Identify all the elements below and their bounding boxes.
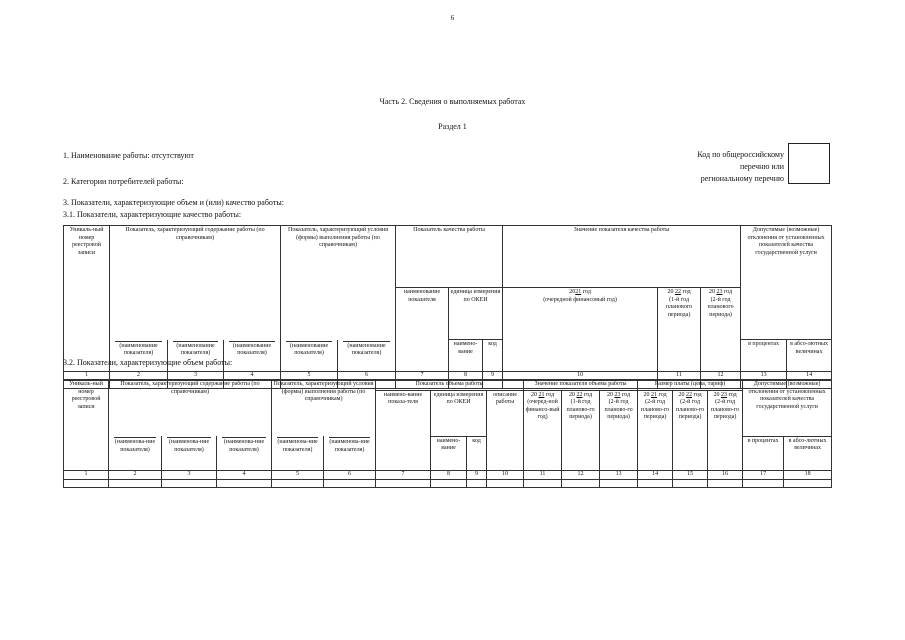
empty-cell bbox=[324, 479, 376, 487]
header-percent: в процентах bbox=[743, 436, 784, 470]
sub-label-5: (наименование показателя) bbox=[338, 340, 396, 372]
unique-cell-spacer bbox=[64, 436, 109, 444]
col-num: 2 bbox=[109, 470, 162, 479]
header-unique-number: Уникаль-ный номер реестровой записи bbox=[64, 226, 110, 340]
header-unique-number: Уникаль-ный номер реестровой записи bbox=[64, 380, 109, 437]
header-unit-okei: единица измерения по ОКЕИ bbox=[431, 390, 487, 436]
header-volume-year-1: 20 21 год (очеред-ной финансо-вый год) bbox=[524, 390, 562, 470]
empty-cell bbox=[708, 479, 743, 487]
header-fee-year-1: 20 21 год (2-й год планово-го периода) bbox=[638, 390, 673, 470]
unique-cell-bottom bbox=[64, 444, 109, 470]
header-volume-year-3: 20 23 год (2-й год планово-го периода) bbox=[600, 390, 638, 470]
col-num: 11 bbox=[524, 470, 562, 479]
empty-cell bbox=[109, 479, 162, 487]
sub-label-4: (наименова-ние показателя) bbox=[272, 436, 324, 470]
header-content-indicator: Показатель, характеризующий содержание работы (по справочникам) bbox=[110, 226, 281, 340]
header-percent: в процентах bbox=[741, 340, 787, 372]
col-num: 3 bbox=[162, 470, 217, 479]
sub-label-2: (наименова-ние показателя) bbox=[162, 436, 217, 470]
col-num: 4 bbox=[217, 470, 272, 479]
sub-label-4: (наименование показателя) bbox=[281, 340, 338, 372]
empty-cell bbox=[217, 479, 272, 487]
header-year-3 bbox=[701, 288, 741, 372]
empty-cell bbox=[600, 479, 638, 487]
year-1-pre: 20 bbox=[569, 289, 576, 295]
year-3-desc: (2-й год планового периода) bbox=[707, 296, 734, 318]
sub-label-3: (наименова-ние показателя) bbox=[217, 436, 272, 470]
header-unit-code: код bbox=[483, 340, 503, 372]
col-num: 14 bbox=[787, 372, 832, 381]
code-label-line-3: региональному перечню bbox=[700, 174, 784, 183]
empty-cell bbox=[467, 479, 487, 487]
col-num: 12 bbox=[562, 470, 600, 479]
col-num: 17 bbox=[743, 470, 784, 479]
year-3-num: 23 bbox=[716, 289, 723, 295]
col-num: 12 bbox=[701, 372, 741, 381]
column-numbers-row bbox=[64, 470, 832, 479]
year-3-pre: 20 bbox=[708, 289, 715, 295]
header-conditions-indicator: Показатель, характеризующий условия (формы) выполнения работы (по справочникам) bbox=[281, 226, 396, 340]
header-volume-year-2: 20 22 год (1-й год планово-го периода) bbox=[562, 390, 600, 470]
header-conditions-indicator: Показатель, характеризующий условия (формы) выполнения работы (по справочникам) bbox=[272, 380, 376, 437]
data-row-empty bbox=[64, 479, 832, 487]
header-unit-name: наимено-вание bbox=[431, 436, 467, 470]
empty-cell bbox=[162, 479, 217, 487]
col-num: 13 bbox=[741, 372, 787, 381]
col-num: 5 bbox=[281, 372, 338, 381]
header-volume-indicator: Показатель объема работы bbox=[376, 380, 524, 391]
col-num: 16 bbox=[708, 470, 743, 479]
code-label-line-1: Код по общероссийскому bbox=[697, 150, 784, 159]
col-num: 18 bbox=[784, 470, 832, 479]
header-unit-name: наимено-вание bbox=[449, 340, 483, 372]
sub-label-5: (наименова-ние показателя) bbox=[324, 436, 376, 470]
section-title: Раздел 1 bbox=[438, 122, 467, 131]
header-deviation: Допустимые (возможные) отклонения от установленных показателей качества государственной услуги bbox=[743, 380, 832, 437]
year-2-desc: (1-й год планового периода) bbox=[665, 296, 693, 318]
indicators-heading: 3. Показатели, характеризующие объем и (или) качество работы: bbox=[63, 198, 284, 207]
header-volume-name: наимено-вание показа-теля bbox=[376, 390, 431, 470]
col-num: 15 bbox=[673, 470, 708, 479]
header-fee-year-2: 20 22 год (2-й год планово-го периода) bbox=[673, 390, 708, 470]
col-num: 5 bbox=[272, 470, 324, 479]
code-label-line-2: перечню или bbox=[739, 162, 784, 171]
empty-cell bbox=[784, 479, 832, 487]
header-unit-okei: единица измерения по ОКЕИ bbox=[449, 288, 503, 340]
empty-cell bbox=[638, 479, 673, 487]
header-fee-year-3: 20 23 год (2-й год планово-го периода) bbox=[708, 390, 743, 470]
col-num: 8 bbox=[449, 372, 483, 381]
quality-heading: 3.1. Показатели, характеризующие качество работы: bbox=[63, 210, 242, 219]
col-num: 7 bbox=[376, 470, 431, 479]
part-title: Часть 2. Сведения о выполняемых работах bbox=[379, 97, 526, 106]
col-num: 1 bbox=[64, 470, 109, 479]
code-label bbox=[624, 149, 784, 185]
volume-heading: 3.2. Показатели, характеризующие объем работы: bbox=[63, 358, 233, 367]
col-num: 10 bbox=[503, 372, 658, 381]
empty-cell bbox=[64, 479, 109, 487]
empty-cell bbox=[431, 479, 467, 487]
sub-label-2: (наименование показателя) bbox=[168, 340, 224, 372]
col-num: 10 bbox=[487, 470, 524, 479]
unique-cell-spacer bbox=[64, 340, 110, 348]
header-year-1 bbox=[503, 288, 658, 372]
header-fee: Размер платы (цена, тариф) bbox=[638, 380, 743, 391]
empty-cell bbox=[673, 479, 708, 487]
col-num: 3 bbox=[168, 372, 224, 381]
sub-label-1: (наименова-ние показателя) bbox=[109, 436, 162, 470]
header-quality-values: Значение показателя качества работы bbox=[503, 226, 741, 288]
col-num: 9 bbox=[483, 372, 503, 381]
header-year-2 bbox=[658, 288, 701, 372]
year-2-pre: 20 bbox=[667, 289, 674, 295]
header-deviation: Допустимые (возможные) отклонения от установленных показателей качества государственной услуги bbox=[741, 226, 832, 340]
year-2-post: год bbox=[682, 289, 691, 295]
empty-cell bbox=[487, 479, 524, 487]
col-num: 1 bbox=[64, 372, 110, 381]
year-3-post: год bbox=[723, 289, 733, 295]
col-num: 11 bbox=[658, 372, 701, 381]
year-1-post: год bbox=[582, 289, 591, 295]
year-1-desc: (очередной финансовый год) bbox=[543, 296, 617, 303]
work-name-line: 1. Наименование работы: отсутствуют bbox=[63, 151, 194, 160]
col-num: 6 bbox=[324, 470, 376, 479]
col-num: 2 bbox=[110, 372, 168, 381]
empty-cell bbox=[524, 479, 562, 487]
header-content-indicator: Показатель, характеризующий содержание работы (по справочникам) bbox=[109, 380, 272, 437]
year-2-num: 22 bbox=[674, 289, 681, 295]
volume-table bbox=[63, 379, 832, 488]
col-num: 14 bbox=[638, 470, 673, 479]
header-work-description: описание работы bbox=[487, 390, 524, 470]
empty-cell bbox=[376, 479, 431, 487]
header-volume-values: Значение показателя объема работы bbox=[524, 380, 638, 391]
col-num: 4 bbox=[224, 372, 281, 381]
col-num: 9 bbox=[467, 470, 487, 479]
empty-cell bbox=[272, 479, 324, 487]
header-absolute: в абсо-лютных величинах bbox=[787, 340, 832, 372]
year-1-num: 21 bbox=[575, 289, 582, 295]
header-quality-name: наименование показателя bbox=[396, 288, 449, 372]
header-quality-indicator: Показатель качества работы bbox=[396, 226, 503, 288]
col-num: 8 bbox=[431, 470, 467, 479]
col-num: 13 bbox=[600, 470, 638, 479]
page-number: 6 bbox=[450, 14, 455, 22]
sub-label-1: (наименование показателя) bbox=[110, 340, 168, 372]
sub-label-3: (наименование показателя) bbox=[224, 340, 281, 372]
consumer-category-line: 2. Категории потребителей работы: bbox=[63, 177, 184, 186]
code-box bbox=[788, 143, 830, 184]
col-num: 6 bbox=[338, 372, 396, 381]
empty-cell bbox=[562, 479, 600, 487]
header-absolute: в абсо-лютных величинах bbox=[784, 436, 832, 470]
col-num: 7 bbox=[396, 372, 449, 381]
header-unit-code: код bbox=[467, 436, 487, 470]
empty-cell bbox=[743, 479, 784, 487]
